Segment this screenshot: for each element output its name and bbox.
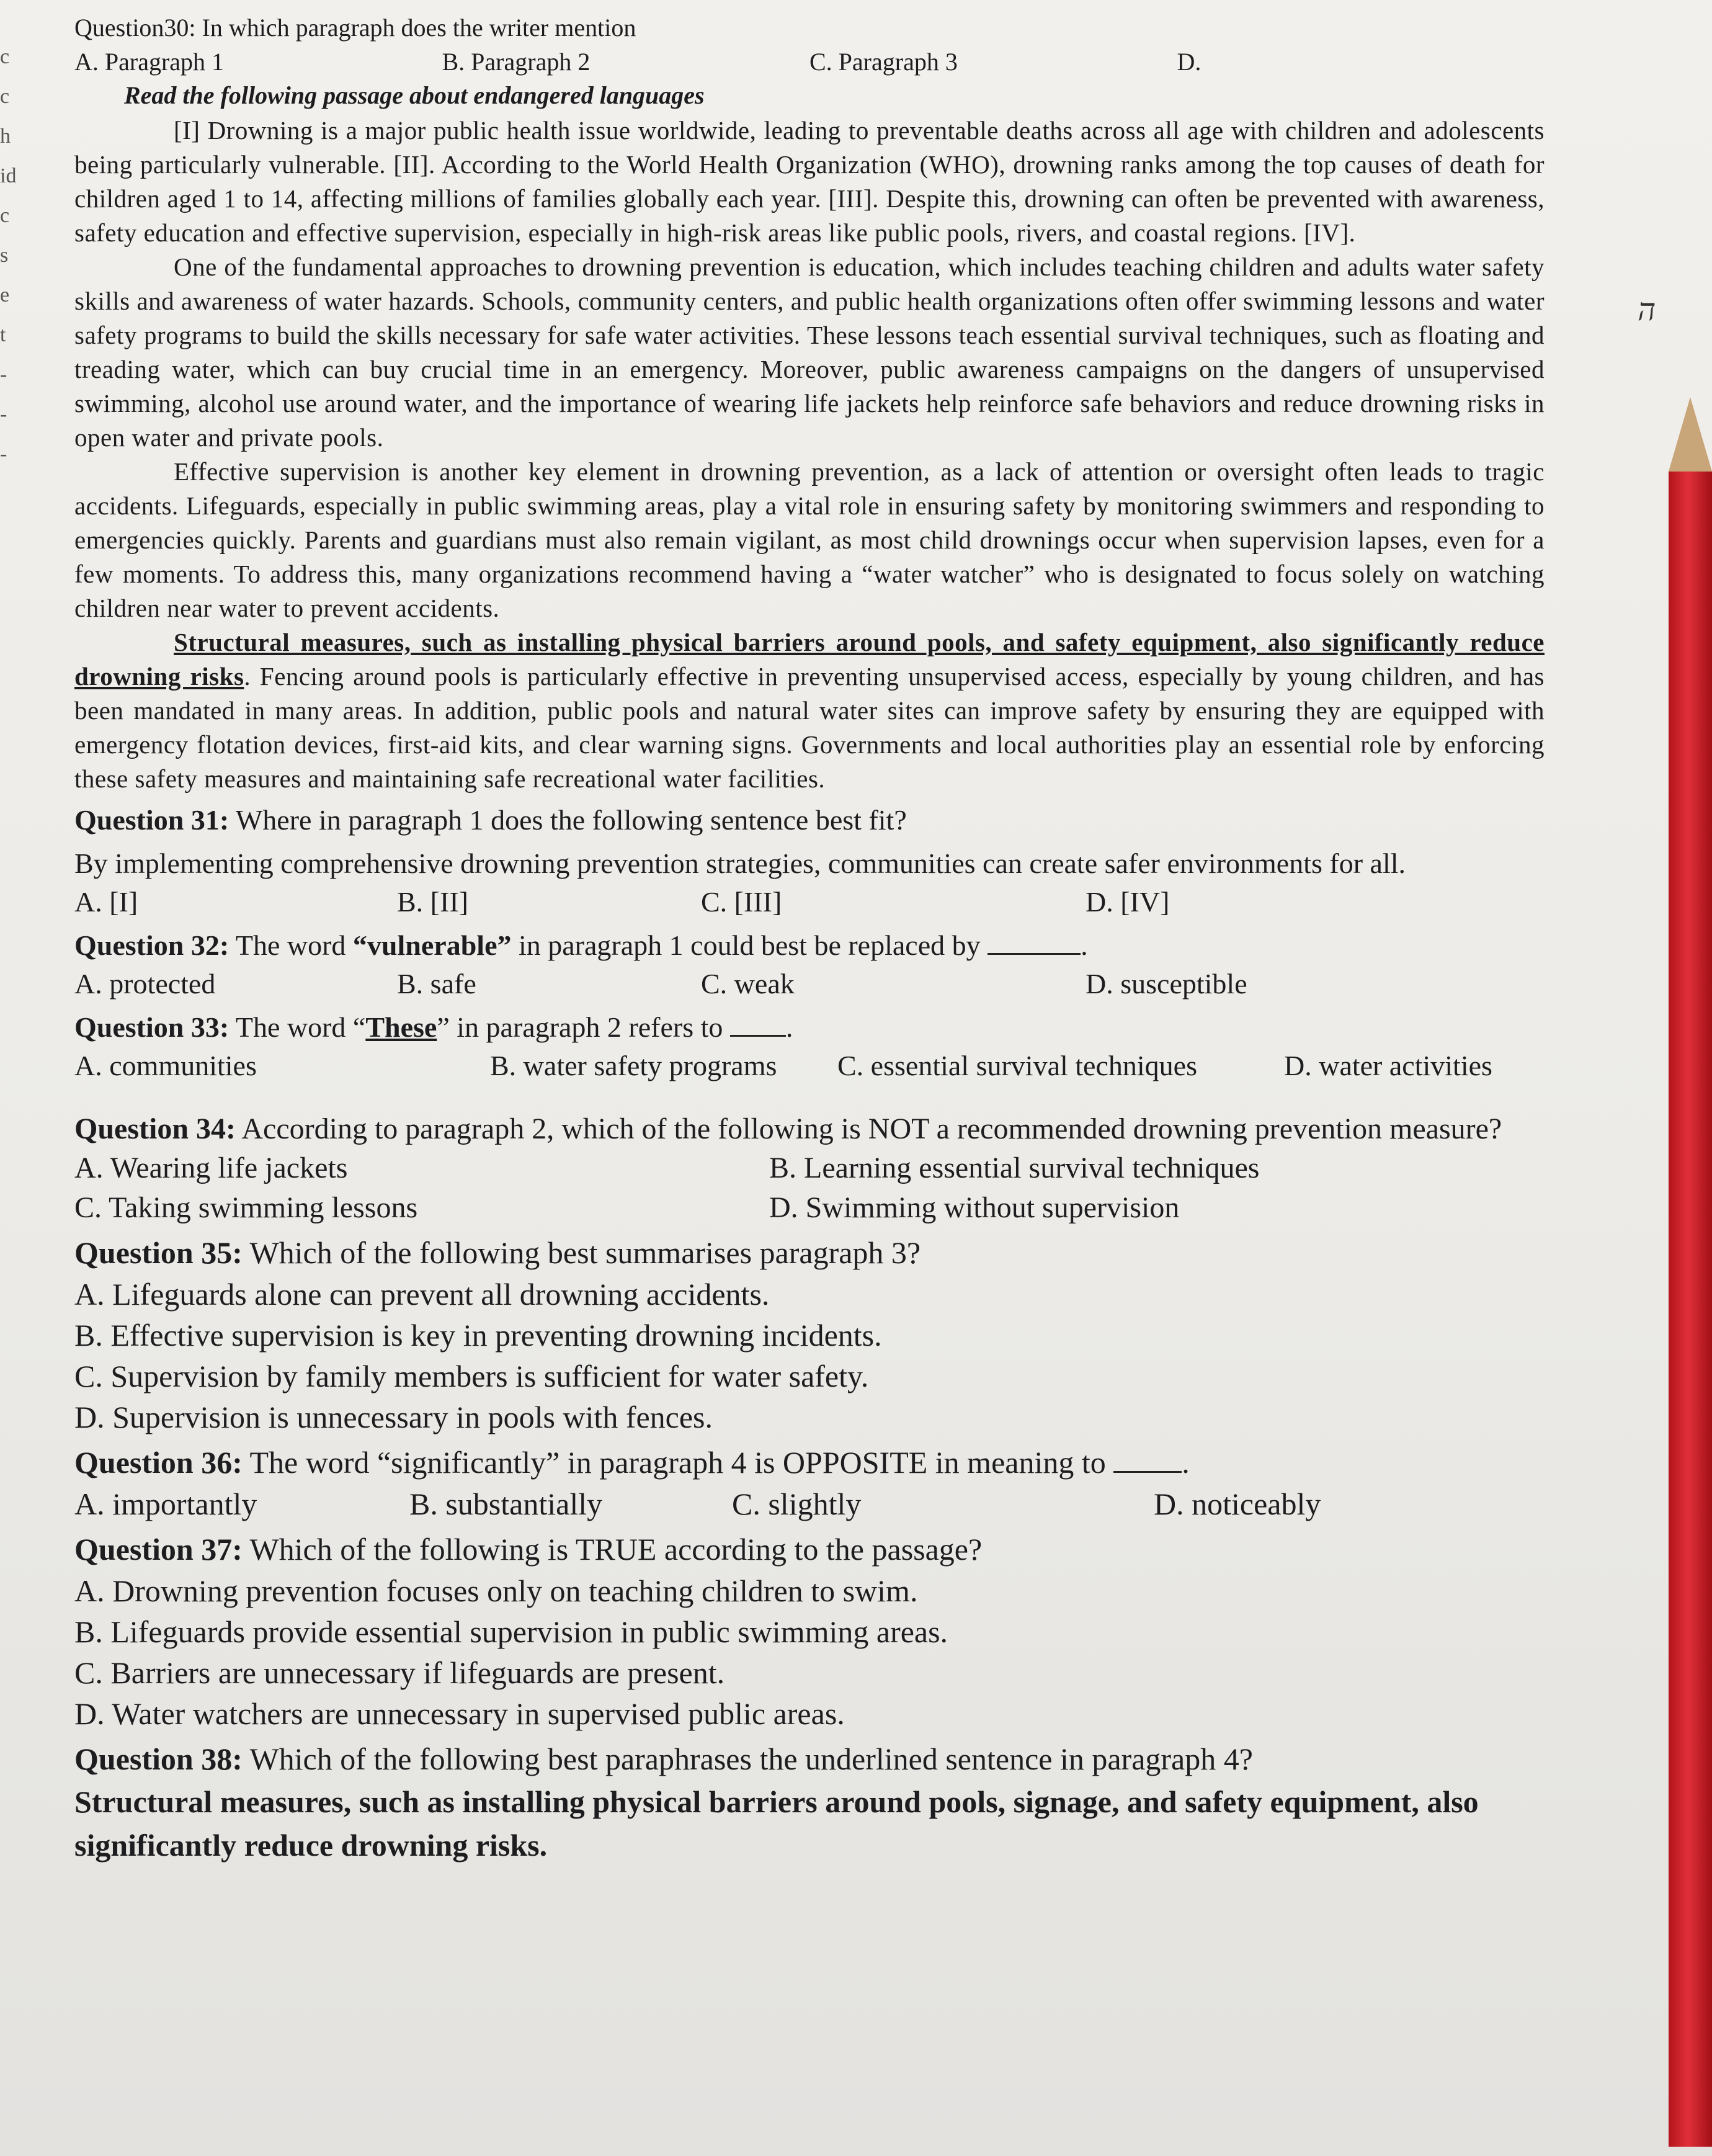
option-b[interactable]: B. Paragraph 2 (442, 48, 591, 76)
option-d[interactable]: D. Swimming without supervision (769, 1191, 1180, 1224)
option-d[interactable]: D. Supervision is unnecessary in pools with fences. (74, 1400, 713, 1434)
question-30 (74, 12, 1545, 43)
option-a[interactable]: A. [I] (74, 886, 138, 918)
paragraph-1: [I] Drowning is a major public health issue worldwide, leading to preventable deaths across all age with children and adolescents being particularly vulnerable. [II]. According to the World Health Organization (WHO), drowning ranks among the top causes of death for children aged 1 to 14, affecting millions of families globally each year. [III]. Despite this, drowning can often be prevented with awareness, safety education and effective supervision, especially in high-risk areas like public pools, rivers, and coastal regions. [IV]. (74, 116, 1545, 247)
question-keyword: significantly (391, 1445, 546, 1480)
question-35 (74, 1232, 1545, 1274)
answer-blank[interactable] (988, 928, 1081, 955)
margin-letter: - (0, 442, 7, 465)
paragraph-4-rest: . Fencing around pools is particularly effective in preventing unsupervised access, especially by young children, and has been mandated in many areas. In addition, public pools and natural water sites can improve safety by ensuring they are equipped with emergency flotation devices, first-aid kits, and clear warning signs. Governments and local authorities play an essential role by enforcing these safety measures and maintaining safe recreational water facilities. (74, 662, 1545, 793)
option-c[interactable]: C. weak (701, 968, 795, 1000)
margin-letter: c (0, 204, 10, 227)
margin-letter: - (0, 403, 7, 426)
question-label: Question 34: (74, 1112, 236, 1145)
margin-letter: s (0, 244, 9, 267)
option-d[interactable]: D. [IV] (1086, 886, 1170, 918)
question-label: Question 38: (74, 1742, 243, 1776)
option-b[interactable]: B. Learning essential survival techniques (769, 1152, 1260, 1184)
option-d[interactable]: D. susceptible (1086, 968, 1247, 1000)
question-38-sentence: Structural measures, such as installing physical barriers around pools, signage, and safety equipment, also significantly reduce drowning risks. (74, 1784, 1479, 1863)
option-b[interactable]: B. substantially (409, 1487, 603, 1521)
question-30-options (74, 46, 1545, 78)
margin-letter: e (0, 284, 10, 306)
option-b[interactable]: B. Lifeguards provide essential supervision in public swimming areas. (74, 1614, 948, 1649)
question-label: Question 31: (74, 804, 230, 836)
option-b[interactable]: B. [II] (397, 886, 468, 918)
margin-letters (0, 37, 56, 474)
option-d[interactable]: D. (1177, 48, 1202, 76)
question-label: Question 36: (74, 1445, 243, 1480)
question-31-sentence: By implementing comprehensive drowning prevention strategies, communities can create safer environments for all. (74, 848, 1406, 879)
pencil-tip (1669, 397, 1712, 472)
question-31-options (74, 883, 1545, 921)
question-pre: The word “ (235, 1011, 366, 1043)
option-d[interactable]: D. water activities (1284, 1050, 1492, 1081)
paragraph-4 (74, 625, 1545, 796)
reading-passage (74, 114, 1545, 796)
option-c[interactable]: C. Taking swimming lessons (74, 1191, 418, 1224)
question-pre: The word “ (249, 1445, 391, 1480)
margin-letter: c (0, 45, 10, 68)
question-text: Which of the following best paraphrases the underlined sentence in paragraph 4? (249, 1742, 1253, 1776)
paragraph-3: Effective supervision is another key element in drowning prevention, as a lack of attention or oversight often leads to tragic accidents. Lifeguards, especially in public swimming areas, play a vital role in ensuring safety by monitoring swimmers and responding to emergencies quickly. Parents and guardians must also remain vigilant, as most child drownings occur when supervision lapses, even for a few moments. To address this, many organizations recommend having a “water watcher” who is designated to focus solely on watching children near water to prevent accidents. (74, 457, 1545, 622)
margin-letter: - (0, 363, 7, 386)
margin-letter: h (0, 125, 11, 148)
question-label: Question 35: (74, 1235, 243, 1270)
margin-letter: t (0, 323, 6, 346)
question-37 (74, 1528, 1545, 1570)
question-31 (74, 801, 1545, 839)
option-a[interactable]: A. communities (74, 1050, 257, 1081)
exam-content (74, 12, 1545, 1867)
question-text: Which of the following is TRUE according to the passage? (249, 1532, 983, 1567)
question-34 (74, 1110, 1545, 1148)
option-a[interactable]: A. importantly (74, 1487, 257, 1521)
question-34-options (74, 1148, 1545, 1228)
option-a[interactable]: A. protected (74, 968, 216, 1000)
option-a[interactable]: A. Drowning prevention focuses only on teaching children to swim. (74, 1573, 918, 1608)
question-post: ” in paragraph 2 refers to (437, 1011, 723, 1043)
question-32: Question 32: The word “vulnerable” in paragraph 1 could best be replaced by . (74, 929, 1088, 961)
option-c[interactable]: C. Barriers are unnecessary if lifeguards are present. (74, 1655, 725, 1690)
paragraph-2: One of the fundamental approaches to drowning prevention is education, which includes teaching children and adults water safety skills and awareness of water hazards. Schools, community centers, and public health organizations often offer swimming lessons and water safety programs to build the skills necessary for safe water activities. These lessons teach essential survival techniques, such as floating and treading water, which can buy crucial time in an emergency. Moreover, public awareness campaigns on the dangers of unsupervised swimming, alcohol use around water, and the importance of wearing life jackets help reinforce safe behaviors and reduce drowning risks in open water and private pools. (74, 253, 1545, 452)
question-text: According to paragraph 2, which of the following is NOT a recommended drowning prevention measure? (241, 1112, 1502, 1145)
option-c[interactable]: C. Supervision by family members is sufficient for water safety. (74, 1359, 869, 1393)
question-text: In which paragraph does the writer mention (202, 14, 636, 42)
option-a[interactable]: A. Lifeguards alone can prevent all drowning accidents. (74, 1277, 770, 1312)
question-36-options (74, 1483, 1545, 1524)
margin-letter: id (0, 164, 17, 187)
question-38 (74, 1738, 1545, 1780)
question-text: Where in paragraph 1 does the following sentence best fit? (235, 804, 907, 836)
option-b[interactable]: B. Effective supervision is key in preventing drowning incidents. (74, 1318, 882, 1353)
question-keyword: These (365, 1011, 437, 1043)
question-35-options (74, 1274, 1545, 1438)
option-c[interactable]: C. [III] (701, 886, 782, 918)
question-label: Question 32: (74, 929, 230, 961)
pencil-note: ה (1638, 292, 1656, 327)
answer-blank[interactable] (1113, 1446, 1182, 1473)
option-a[interactable]: A. Paragraph 1 (74, 48, 225, 76)
question-post: ” in paragraph 4 is OPPOSITE in meaning to (546, 1445, 1106, 1480)
question-33: Question 33: The word “These” in paragraph 2 refers to . (74, 1011, 793, 1043)
margin-letter: c (0, 85, 10, 108)
question-32-options (74, 965, 1545, 1003)
question-pre: The word (235, 929, 353, 961)
red-pencil (1669, 472, 1712, 2147)
underlined-sentence: Structural measures, such as installing physical barriers around pools, and safety equipment, also significantly reduce drowning risks (74, 628, 1545, 691)
option-d[interactable]: D. noticeably (1154, 1487, 1321, 1521)
option-b[interactable]: B. water safety programs (490, 1050, 777, 1081)
option-b[interactable]: B. safe (397, 968, 476, 1000)
question-label: Question 33: (74, 1011, 230, 1043)
question-label: Question30: (74, 14, 196, 42)
option-c[interactable]: C. slightly (732, 1487, 862, 1521)
option-c[interactable]: C. essential survival techniques (837, 1050, 1197, 1081)
option-c[interactable]: C. Paragraph 3 (809, 48, 958, 76)
question-keyword: “vulnerable” (352, 929, 512, 961)
answer-blank[interactable] (730, 1010, 786, 1037)
question-label: Question 37: (74, 1532, 243, 1567)
question-text: Which of the following best summarises paragraph 3? (249, 1235, 921, 1270)
question-36: Question 36: The word “significantly” in paragraph 4 is OPPOSITE in meaning to . (74, 1445, 1190, 1480)
question-post: in paragraph 1 could best be replaced by (511, 929, 981, 961)
question-37-options (74, 1570, 1545, 1734)
option-d[interactable]: D. Water watchers are unnecessary in supervised public areas. (74, 1696, 845, 1731)
passage-intro: Read the following passage about endangered languages (124, 81, 705, 109)
option-a[interactable]: A. Wearing life jackets (74, 1152, 348, 1184)
question-33-options (74, 1047, 1545, 1085)
